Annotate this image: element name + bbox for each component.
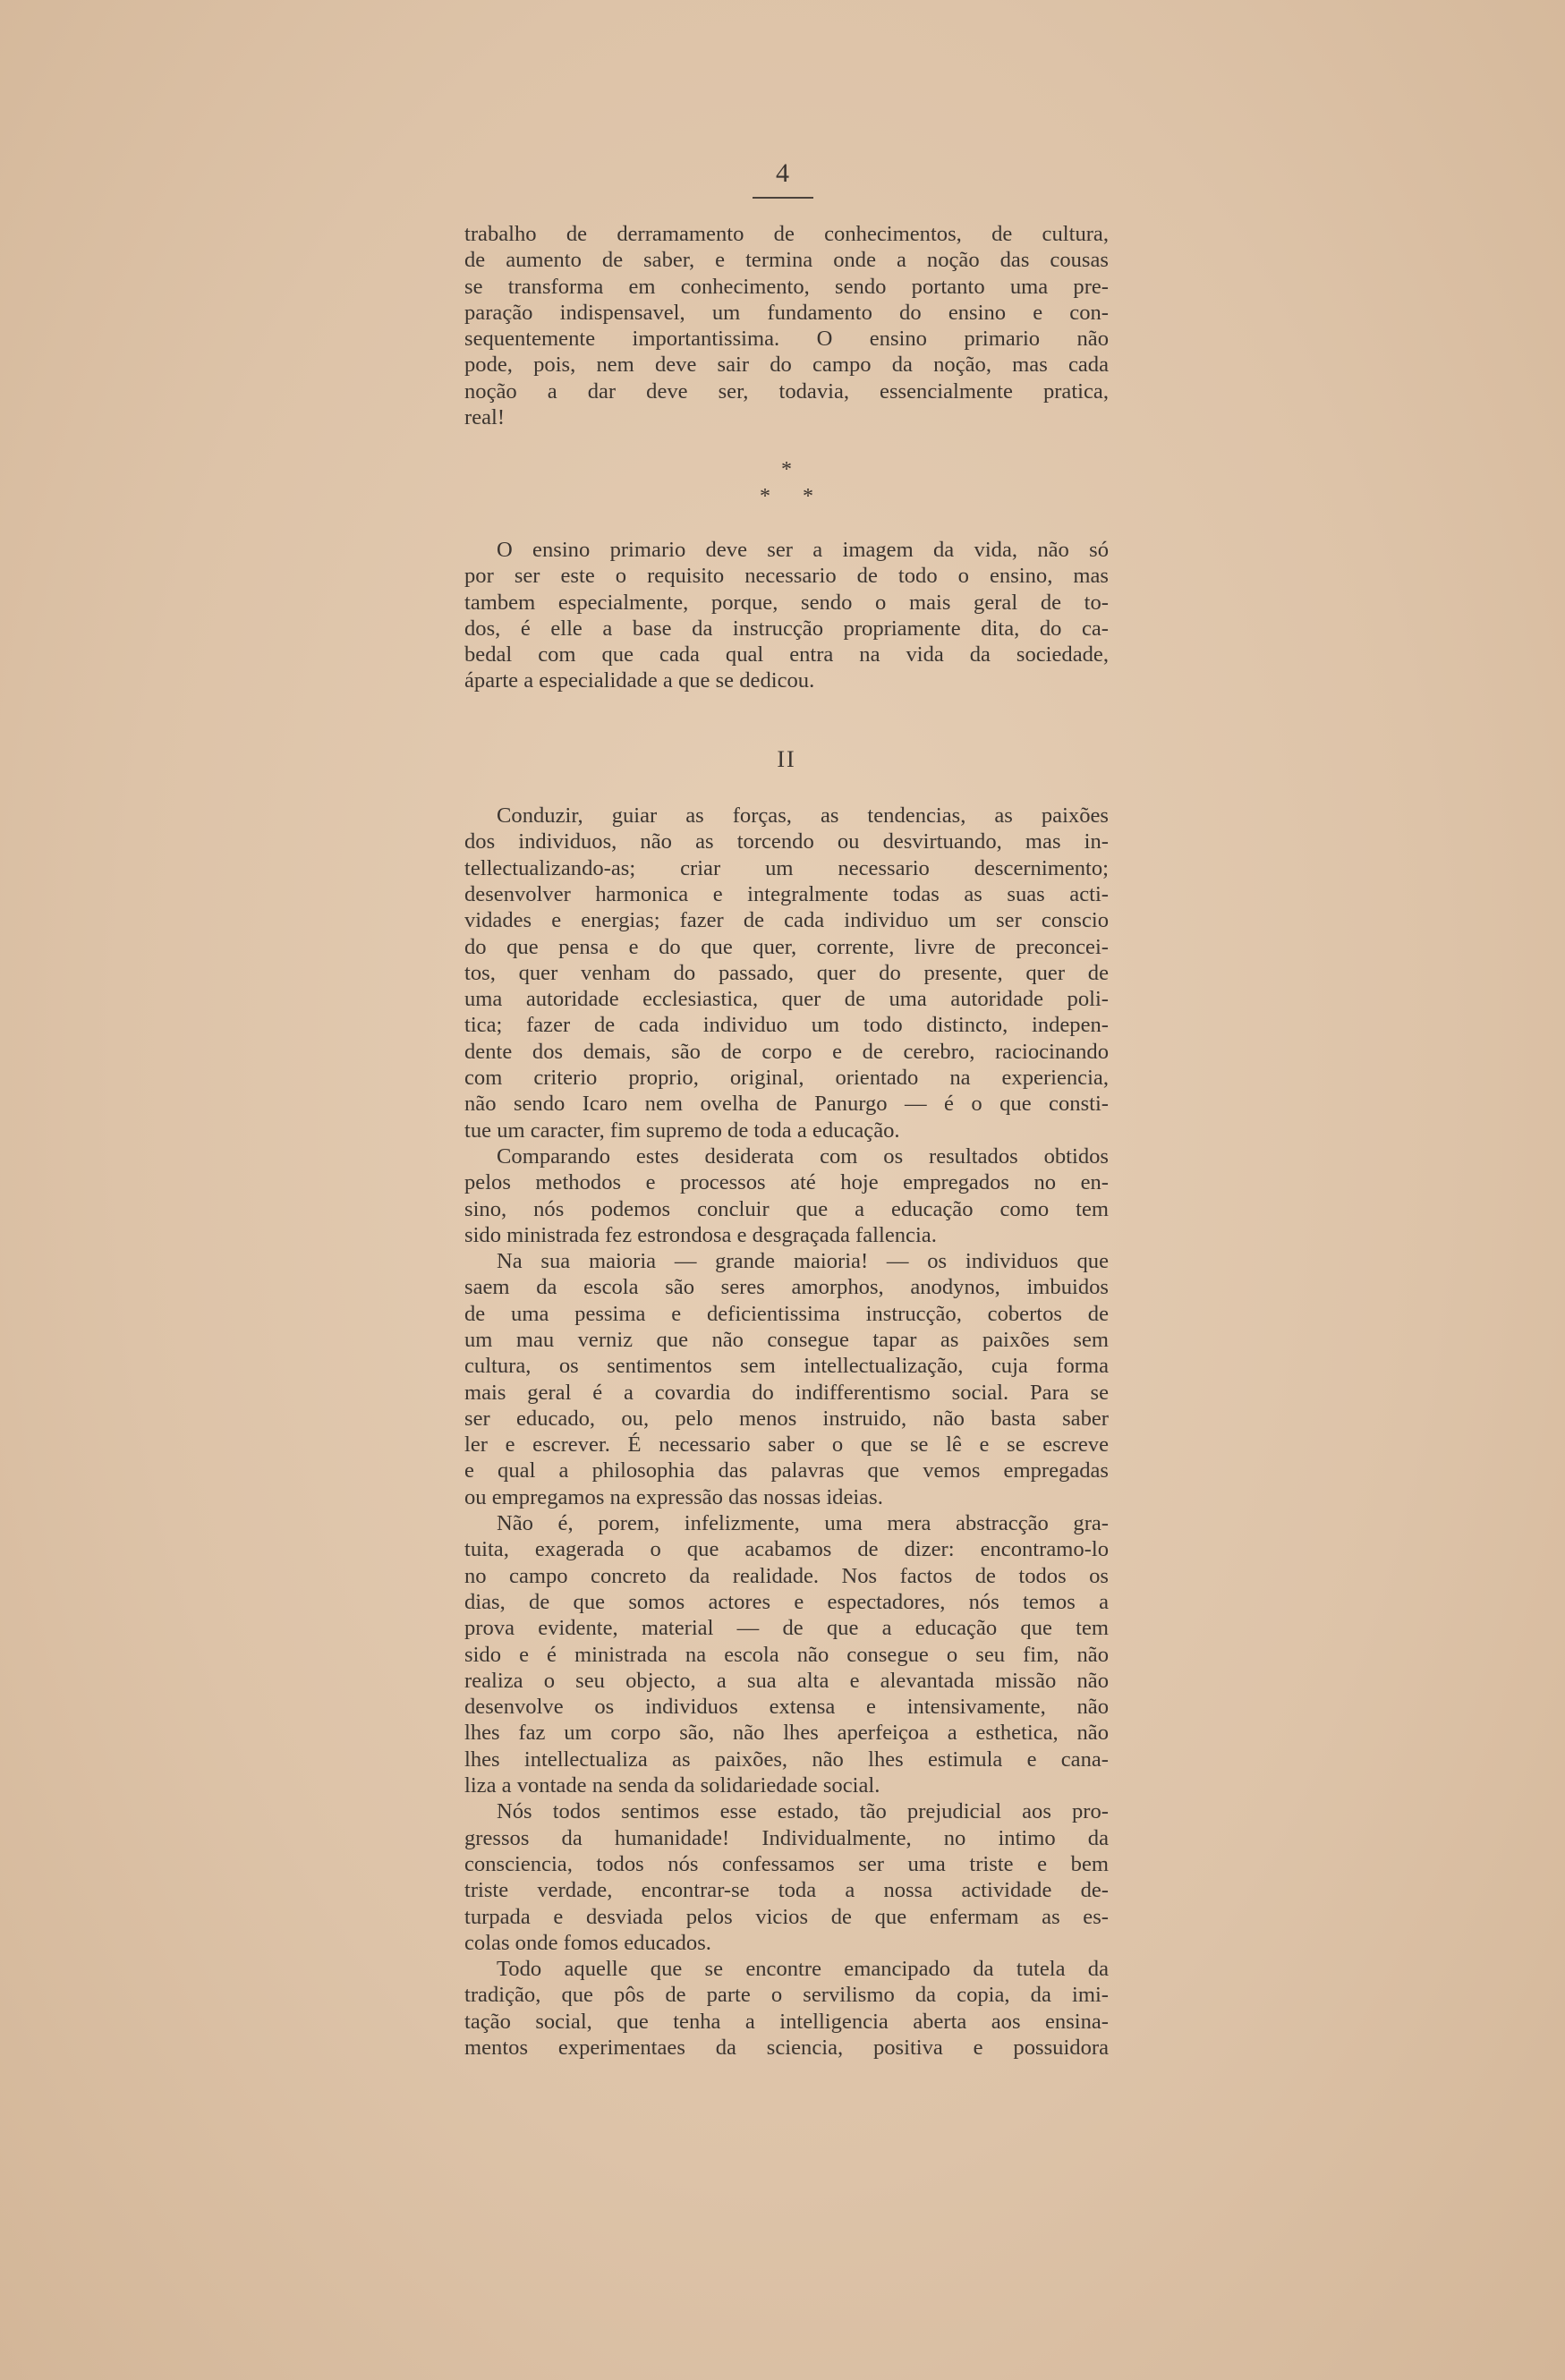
section-heading: II	[777, 745, 796, 772]
text-line: lhes intellectualiza as paixões, não lhes estimula e cana-	[464, 1747, 1109, 1772]
paragraph-continuation	[464, 221, 1109, 430]
text-line: lhes faz um corpo são, não lhes aperfeiçoa a esthetica, não	[464, 1721, 1109, 1746]
text-line: de aumento de saber, e termina onde a noção das cousas	[464, 248, 1109, 273]
text-line: O ensino primario deve ser a imagem da vida, não só	[497, 537, 1109, 562]
text-line: vidades e energias; fazer de cada individuo um ser conscio	[464, 908, 1109, 933]
text-line: mais geral é a covardia do indifferentismo social. Para se	[464, 1380, 1109, 1405]
text-line: tradição, que pôs de parte o servilismo da copia, da imi-	[464, 1983, 1109, 2008]
text-line: saem da escola são seres amorphos, anodynos, imbuidos	[464, 1275, 1109, 1300]
page-number-rule	[753, 197, 813, 199]
text-line: Não é, porem, infelizmente, uma mera abstracção gra-	[497, 1511, 1109, 1536]
text-line: uma autoridade ecclesiastica, quer de uma autoridade poli-	[464, 987, 1109, 1012]
text-line: não sendo Icaro nem ovelha de Panurgo — é o que consti-	[464, 1092, 1109, 1117]
text-line: áparte a especialidade a que se dedicou.	[464, 668, 815, 693]
text-line: liza a vontade na senda da solidariedade social.	[464, 1773, 880, 1798]
text-line: com criterio proprio, original, orientado na experiencia,	[464, 1066, 1109, 1091]
text-line: no campo concreto da realidade. Nos factos de todos os	[464, 1563, 1109, 1588]
text-line: tuita, exagerada o que acabamos de dizer: encontramo-lo	[464, 1537, 1109, 1562]
text-line: turpada e desviada pelos vicios de que enfermam as es-	[464, 1904, 1109, 1929]
paragraph-nao-e-porem	[464, 1510, 1109, 1798]
text-line: Todo aquelle que se encontre emancipado da tutela da	[497, 1957, 1109, 1982]
text-line: por ser este o requisito necessario de todo o ensino, mas	[464, 564, 1109, 589]
text-line: ser educado, ou, pelo menos instruido, não basta saber	[464, 1406, 1109, 1431]
text-line: tellectualizando-as; criar um necessario descernimento;	[464, 855, 1109, 880]
text-line: cultura, os sentimentos sem intellectualização, cuja forma	[464, 1354, 1109, 1379]
text-line: do que pensa e do que quer, corrente, livre de preconcei-	[464, 934, 1109, 959]
text-line: e qual a philosophia das palavras que vemos empregadas	[464, 1458, 1109, 1483]
text-line: dente dos demais, são de corpo e de cerebro, raciocinando	[464, 1039, 1109, 1064]
text-line: bedal com que cada qual entra na vida da sociedade,	[464, 642, 1109, 667]
paragraph-na-sua-maioria	[464, 1248, 1109, 1510]
text-line: Nós todos sentimos esse estado, tão prejudicial aos pro-	[497, 1799, 1109, 1824]
text-line: Comparando estes desiderata com os resultados obtidos	[497, 1143, 1109, 1169]
text-line: dias, de que somos actores e espectadores, nós temos a	[464, 1589, 1109, 1614]
paragraph-comparando	[464, 1143, 1109, 1248]
text-line: se transforma em conhecimento, sendo portanto uma pre-	[464, 274, 1109, 299]
text-line: Na sua maioria — grande maioria! — os individuos que	[497, 1249, 1109, 1274]
text-line: tação social, que tenha a intelligencia aberta aos ensina-	[464, 2009, 1109, 2034]
text-column	[464, 221, 1109, 2061]
text-line: consciencia, todos nós confessamos ser uma triste e bem	[464, 1851, 1109, 1876]
text-line: prova evidente, material — de que a educação que tem	[464, 1616, 1109, 1641]
text-line: tica; fazer de cada individuo um todo distincto, indepen-	[464, 1013, 1109, 1038]
asterism-top: *	[781, 458, 792, 482]
text-line: de uma pessima e deficientissima instrucção, cobertos de	[464, 1301, 1109, 1326]
text-line: tos, quer venham do passado, quer do presente, quer de	[464, 960, 1109, 985]
text-line: ler e escrever. É necessario saber o que se lê e se escreve	[464, 1432, 1109, 1458]
asterism-bottom: * *	[760, 484, 813, 508]
text-line: trabalho de derramamento de conhecimentos, de cultura,	[464, 222, 1109, 246]
text-line: sequentemente importantissima. O ensino primario não	[464, 327, 1109, 352]
text-line: sido e é ministrada na escola não consegue o seu fim, não	[464, 1642, 1109, 1667]
text-line: Conduzir, guiar as forças, as tendencias, as paixões	[497, 803, 1109, 829]
paragraph-todo-aquelle	[464, 1956, 1109, 2061]
text-line: desenvolver harmonica e integralmente todas as suas acti-	[464, 881, 1109, 906]
text-line: pode, pois, nem deve sair do campo da noção, mas cada	[464, 353, 1109, 378]
text-line: tambem especialmente, porque, sendo o mais geral de to-	[464, 590, 1109, 615]
text-line: real!	[464, 405, 506, 430]
text-line: realiza o seu objecto, a sua alta e alevantada missão não	[464, 1668, 1109, 1693]
page-number: 4	[776, 158, 789, 188]
text-line: gressos da humanidade! Individualmente, no intimo da	[464, 1825, 1109, 1850]
text-line: dos individuos, não as torcendo ou desvirtuando, mas in-	[464, 829, 1109, 854]
text-line: um mau verniz que não consegue tapar as paixões sem	[464, 1327, 1109, 1352]
text-line: dos, é elle a base da instrucção propriamente dita, do ca-	[464, 616, 1109, 641]
paragraph-ensino-primario	[464, 537, 1109, 694]
text-line: colas onde fomos educados.	[464, 1930, 711, 1955]
paragraph-nos-todos	[464, 1798, 1109, 1956]
text-line: tue um caracter, fim supremo de toda a educação.	[464, 1118, 900, 1143]
text-line: ou empregamos na expressão das nossas ideias.	[464, 1484, 883, 1509]
text-line: sido ministrada fez estrondosa e desgraçada fallencia.	[464, 1222, 937, 1247]
text-line: sino, nós podemos concluir que a educação como tem	[464, 1196, 1109, 1221]
text-line: triste verdade, encontrar-se toda a nossa actividade de-	[464, 1878, 1109, 1903]
text-line: noção a dar deve ser, todavia, essencialmente pratica,	[464, 378, 1109, 404]
text-line: pelos methodos e processos até hoje empregados no en-	[464, 1170, 1109, 1195]
paragraph-conduzir	[464, 803, 1109, 1143]
text-line: mentos experimentaes da sciencia, positiva e possuidora	[464, 2036, 1109, 2060]
text-line: paração indispensavel, um fundamento do ensino e con-	[464, 300, 1109, 325]
text-line: desenvolve os individuos extensa e intensivamente, não	[464, 1695, 1109, 1720]
